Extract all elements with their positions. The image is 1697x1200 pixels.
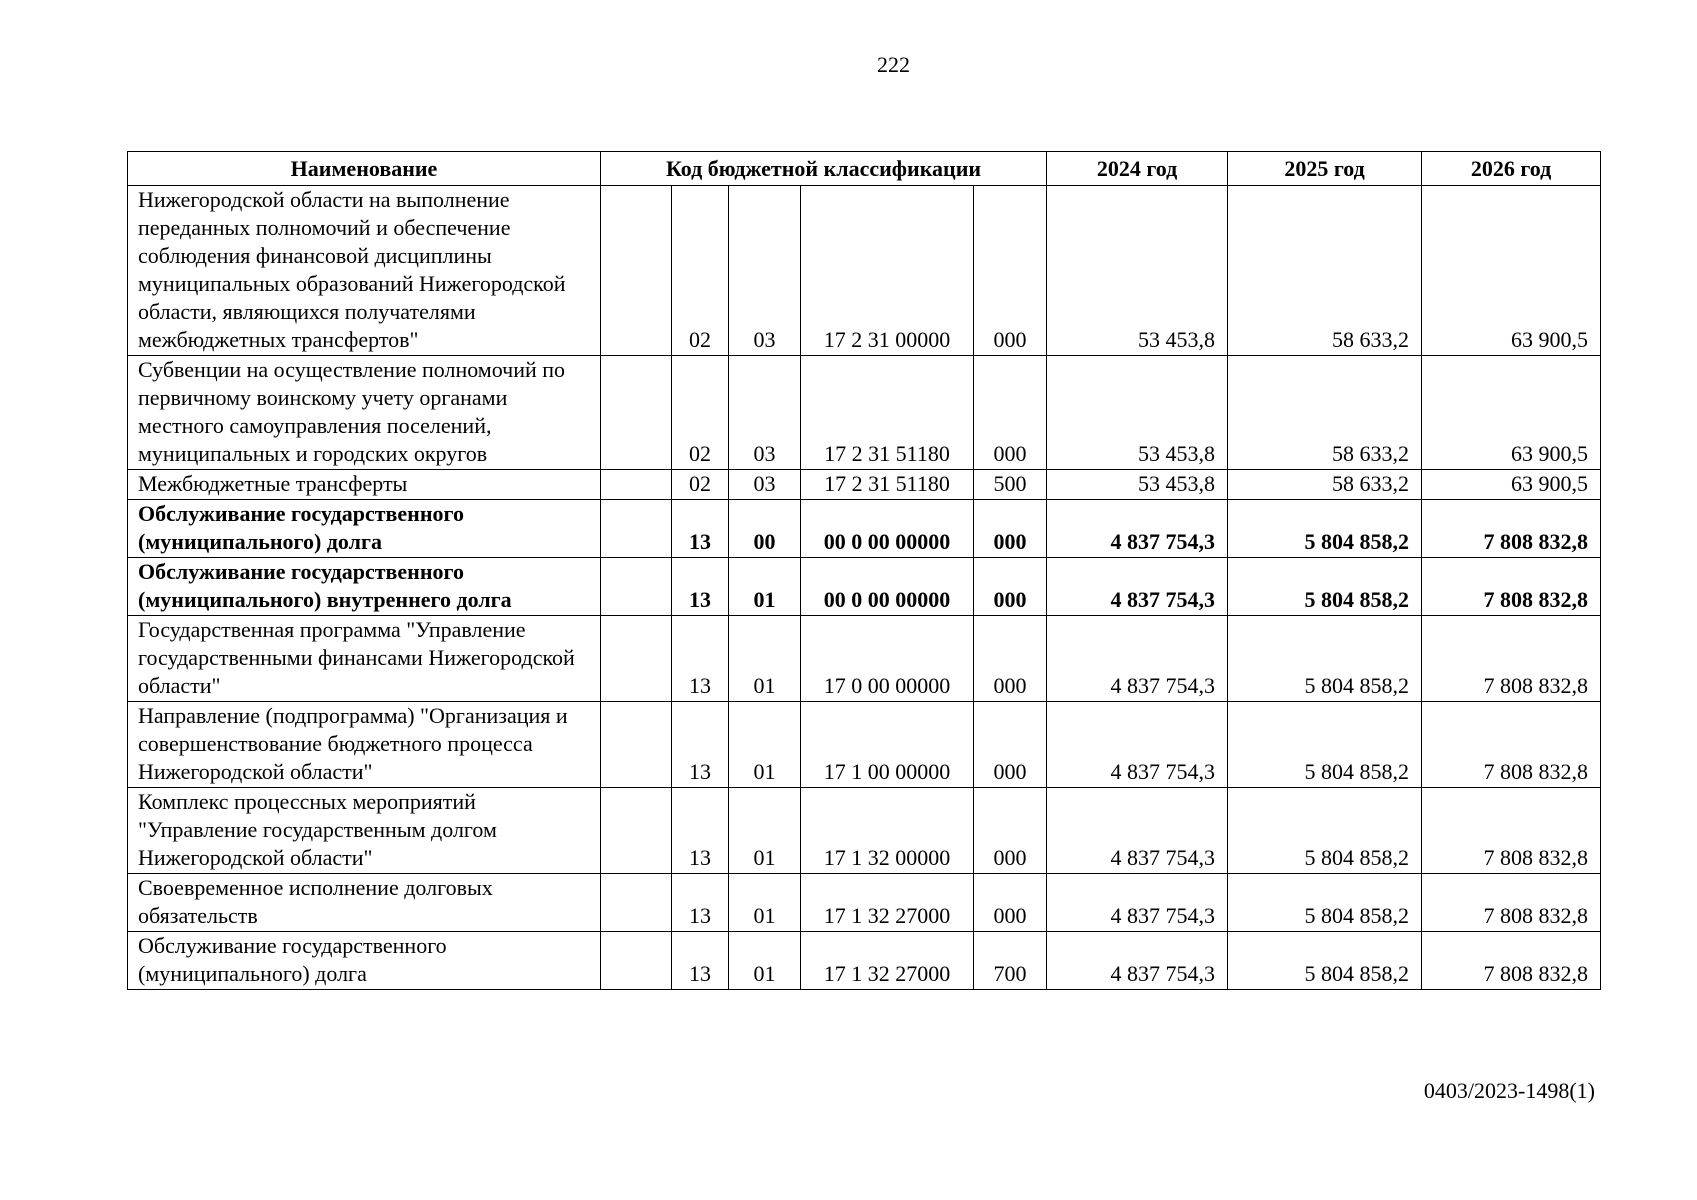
- header-2026: 2026 год: [1422, 152, 1601, 186]
- row-empty-cell: [601, 932, 672, 990]
- header-name: Наименование: [128, 152, 601, 186]
- row-podrazdel: 00: [729, 500, 801, 558]
- table-row: [128, 558, 1601, 616]
- row-value-2026: 7 808 832,8: [1422, 932, 1601, 990]
- row-empty-cell: [601, 186, 672, 356]
- row-podrazdel: 01: [729, 702, 801, 788]
- page-number: 222: [877, 52, 910, 77]
- row-empty-cell: [601, 702, 672, 788]
- row-expense-type: 000: [974, 874, 1047, 932]
- table-row: [128, 356, 1601, 470]
- row-expense-type: 000: [974, 500, 1047, 558]
- row-razdel: 13: [672, 788, 729, 874]
- row-podrazdel: 03: [729, 186, 801, 356]
- table-row: [128, 932, 1601, 990]
- header-2024: 2024 год: [1047, 152, 1228, 186]
- row-empty-cell: [601, 788, 672, 874]
- row-name: Межбюджетные трансферты: [128, 470, 601, 500]
- row-razdel: 13: [672, 874, 729, 932]
- row-value-2024: 4 837 754,3: [1047, 702, 1228, 788]
- header-code: Код бюджетной классификации: [601, 152, 1047, 186]
- table-row: [128, 186, 1601, 356]
- row-razdel: 02: [672, 470, 729, 500]
- row-expense-type: 000: [974, 186, 1047, 356]
- row-name: Комплекс процессных мероприятий "Управление государственным долгом Нижегородской области": [128, 788, 601, 874]
- row-value-2026: 63 900,5: [1422, 470, 1601, 500]
- row-value-2024: 4 837 754,3: [1047, 616, 1228, 702]
- table-header-row: [128, 152, 1601, 186]
- row-name: Нижегородской области на выполнение переданных полномочий и обеспечение соблюдения финансовой дисциплины муниципальных образований Нижегородской области, являющихся получателями межбюджетных трансфертов": [128, 186, 601, 356]
- row-value-2024: 53 453,8: [1047, 356, 1228, 470]
- row-value-2025: 5 804 858,2: [1228, 932, 1422, 990]
- row-value-2026: 7 808 832,8: [1422, 616, 1601, 702]
- row-expense-type: 000: [974, 702, 1047, 788]
- row-target-article: 17 1 32 00000: [801, 788, 974, 874]
- row-expense-type: 700: [974, 932, 1047, 990]
- row-empty-cell: [601, 558, 672, 616]
- budget-table: [127, 151, 1601, 990]
- row-target-article: 00 0 00 00000: [801, 500, 974, 558]
- row-value-2026: 7 808 832,8: [1422, 788, 1601, 874]
- table-row: [128, 702, 1601, 788]
- row-value-2024: 53 453,8: [1047, 186, 1228, 356]
- row-value-2024: 4 837 754,3: [1047, 788, 1228, 874]
- row-value-2026: 7 808 832,8: [1422, 702, 1601, 788]
- header-2025: 2025 год: [1228, 152, 1422, 186]
- row-expense-type: 000: [974, 558, 1047, 616]
- row-razdel: 13: [672, 932, 729, 990]
- row-name: Направление (подпрограмма) "Организация и совершенствование бюджетного процесса Нижегородской области": [128, 702, 601, 788]
- row-empty-cell: [601, 500, 672, 558]
- row-empty-cell: [601, 874, 672, 932]
- row-name: Обслуживание государственного (муниципального) долга: [128, 500, 601, 558]
- row-target-article: 17 1 00 00000: [801, 702, 974, 788]
- row-razdel: 13: [672, 500, 729, 558]
- row-value-2025: 5 804 858,2: [1228, 500, 1422, 558]
- row-value-2026: 63 900,5: [1422, 186, 1601, 356]
- row-name: Своевременное исполнение долговых обязательств: [128, 874, 601, 932]
- table-row: [128, 500, 1601, 558]
- row-value-2024: 4 837 754,3: [1047, 874, 1228, 932]
- row-podrazdel: 01: [729, 874, 801, 932]
- row-value-2025: 58 633,2: [1228, 356, 1422, 470]
- row-razdel: 13: [672, 616, 729, 702]
- row-razdel: 13: [672, 702, 729, 788]
- row-value-2026: 7 808 832,8: [1422, 874, 1601, 932]
- row-podrazdel: 03: [729, 356, 801, 470]
- row-empty-cell: [601, 616, 672, 702]
- row-podrazdel: 03: [729, 470, 801, 500]
- row-target-article: 17 2 31 51180: [801, 356, 974, 470]
- row-podrazdel: 01: [729, 558, 801, 616]
- row-name: Субвенции на осуществление полномочий по первичному воинскому учету органами местного самоуправления поселений, муниципальных и городских округов: [128, 356, 601, 470]
- row-expense-type: 500: [974, 470, 1047, 500]
- row-target-article: 17 2 31 00000: [801, 186, 974, 356]
- row-empty-cell: [601, 356, 672, 470]
- row-value-2025: 5 804 858,2: [1228, 874, 1422, 932]
- row-razdel: 13: [672, 558, 729, 616]
- row-value-2025: 5 804 858,2: [1228, 788, 1422, 874]
- row-value-2024: 4 837 754,3: [1047, 932, 1228, 990]
- row-podrazdel: 01: [729, 616, 801, 702]
- row-value-2025: 5 804 858,2: [1228, 558, 1422, 616]
- row-value-2024: 4 837 754,3: [1047, 500, 1228, 558]
- row-expense-type: 000: [974, 356, 1047, 470]
- row-target-article: 00 0 00 00000: [801, 558, 974, 616]
- row-value-2025: 58 633,2: [1228, 186, 1422, 356]
- row-target-article: 17 1 32 27000: [801, 874, 974, 932]
- row-razdel: 02: [672, 186, 729, 356]
- row-podrazdel: 01: [729, 788, 801, 874]
- row-value-2025: 5 804 858,2: [1228, 702, 1422, 788]
- row-value-2024: 53 453,8: [1047, 470, 1228, 500]
- row-value-2025: 58 633,2: [1228, 470, 1422, 500]
- row-value-2024: 4 837 754,3: [1047, 558, 1228, 616]
- row-expense-type: 000: [974, 616, 1047, 702]
- table-row: [128, 470, 1601, 500]
- row-podrazdel: 01: [729, 932, 801, 990]
- table-row: [128, 616, 1601, 702]
- row-razdel: 02: [672, 356, 729, 470]
- row-value-2026: 7 808 832,8: [1422, 500, 1601, 558]
- document-code: 0403/2023-1498(1): [1423, 1078, 1595, 1103]
- row-value-2025: 5 804 858,2: [1228, 616, 1422, 702]
- row-empty-cell: [601, 470, 672, 500]
- row-target-article: 17 0 00 00000: [801, 616, 974, 702]
- table-row: [128, 788, 1601, 874]
- table-row: [128, 874, 1601, 932]
- row-target-article: 17 2 31 51180: [801, 470, 974, 500]
- row-name: Обслуживание государственного (муниципального) внутреннего долга: [128, 558, 601, 616]
- row-name: Обслуживание государственного (муниципального) долга: [128, 932, 601, 990]
- row-value-2026: 7 808 832,8: [1422, 558, 1601, 616]
- row-target-article: 17 1 32 27000: [801, 932, 974, 990]
- row-expense-type: 000: [974, 788, 1047, 874]
- row-name: Государственная программа "Управление государственными финансами Нижегородской области": [128, 616, 601, 702]
- row-value-2026: 63 900,5: [1422, 356, 1601, 470]
